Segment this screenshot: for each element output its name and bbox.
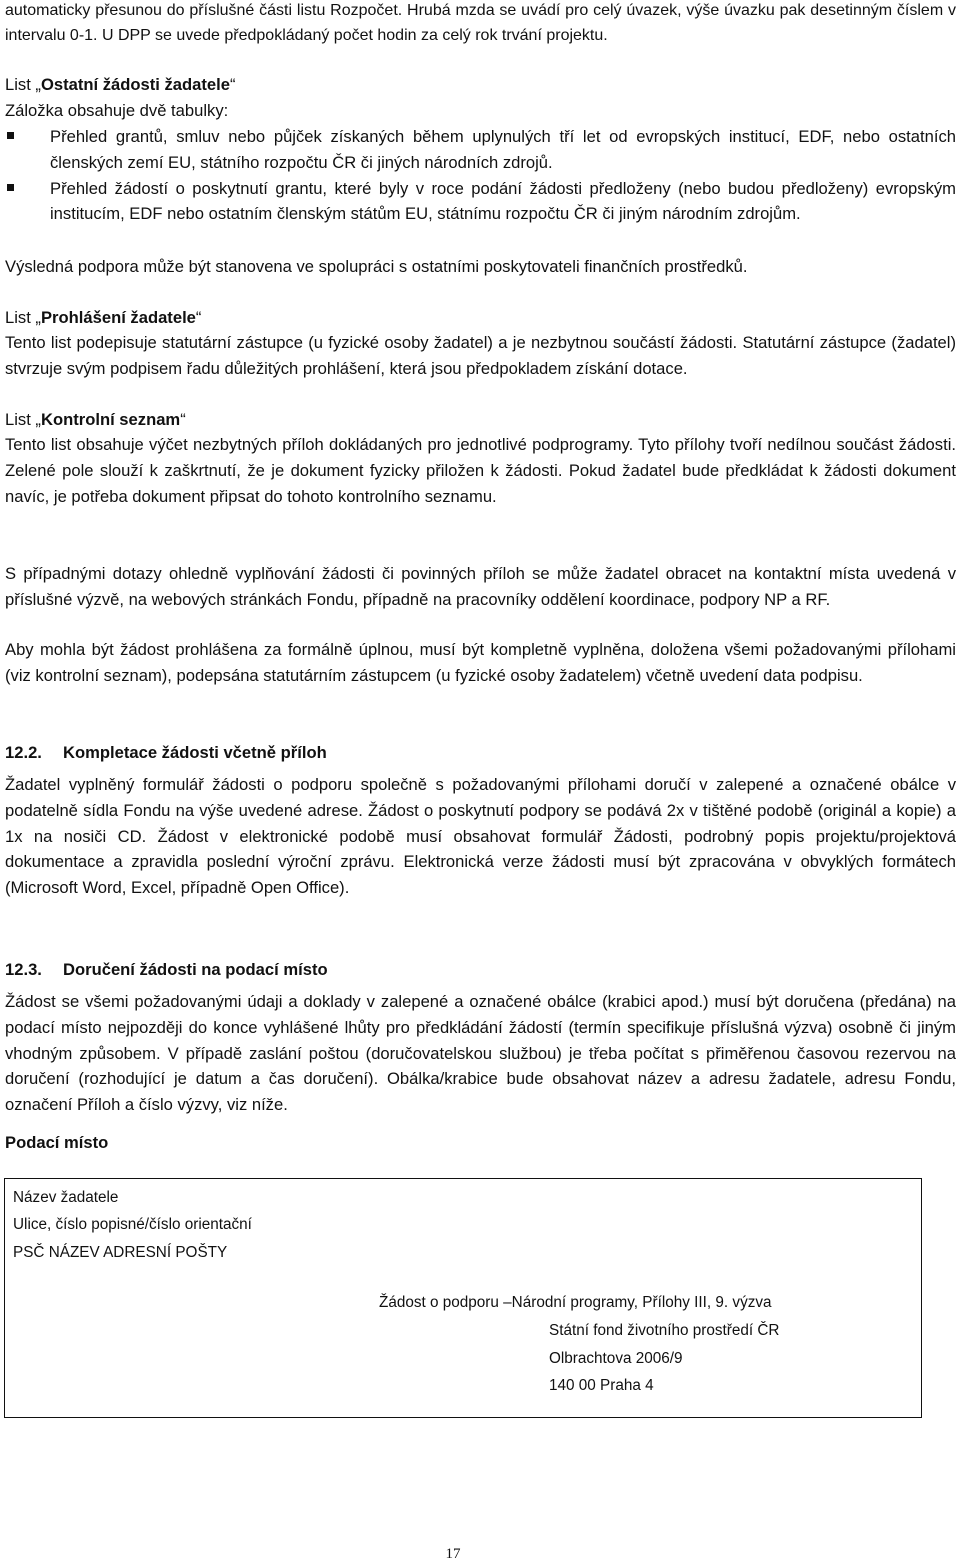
intro-paragraph: automaticky přesunou do příslušné části listu Rozpočet. Hrubá mzda se uvádí pro celý úvazek, výše úvazku pak desetinným číslem v intervalu 0-1. U DPP se uvede předpokládaný počet hodin za celý rok trvání projektu. xyxy=(5,2,956,45)
section-heading-12-3 xyxy=(5,957,328,983)
list-heading-suffix: “ xyxy=(230,75,236,94)
sender-name: Název žadatele xyxy=(13,1189,119,1206)
contact-paragraph: S případnými dotazy ohledně vyplňování žádosti či povinných příloh se může žadatel obracet na kontaktní místa uvedená v příslušné výzvě, na webových stránkách Fondu, případně na pracovníky oddělení koordinace, podpory NP a RF. xyxy=(5,564,956,609)
list-heading-name: Ostatní žádosti žadatele xyxy=(40,75,230,94)
list-item-text: Přehled žádostí o poskytnutí grantu, které byly v roce podání žádosti předloženy (nebo budou předloženy) evropským institucím, EDF nebo ostatním členským státům EU, státnímu rozpočtu ČR či jiným národním zdrojům. xyxy=(50,178,956,224)
prohlaseni-paragraph: Tento list podepisuje statutární zástupce (u fyzické osoby žadatel) a je nezbytnou součástí žádosti. Statutární zástupce (žadatel) stvrzuje svým podpisem řadu důležitých prohlášení, která jsou předpokladem získání dotace. xyxy=(5,333,956,378)
section-title: Doručení žádosti na podací místo xyxy=(63,960,328,979)
list-heading-name: Kontrolní seznam xyxy=(40,410,181,429)
list-item xyxy=(5,176,956,228)
section-title: Kompletace žádosti včetně příloh xyxy=(63,743,327,762)
sender-postcode: PSČ NÁZEV ADRESNÍ POŠTY xyxy=(13,1244,228,1261)
list-heading-prefix: List „ xyxy=(5,308,41,327)
envelope-subject: Žádost o podporu –Národní programy, Přílohy III, 9. výzva xyxy=(379,1294,772,1311)
bullet-icon xyxy=(7,184,14,191)
recipient-street: Olbrachtova 2006/9 xyxy=(549,1350,683,1367)
list-heading-kontrolni xyxy=(5,407,186,433)
list-heading-prefix: List „ xyxy=(5,410,41,429)
submission-place-heading: Podací místo xyxy=(5,1133,109,1152)
sender-street: Ulice, číslo popisné/číslo orientační xyxy=(13,1216,252,1233)
bullet-icon xyxy=(7,132,14,139)
kontrolni-paragraph: Tento list obsahuje výčet nezbytných příloh dokládaných pro jednotlivé podprogramy. Tyto přílohy tvoří nedílnou součást žádosti. Zelené pole slouží k zaškrtnutí, že je dokument fyzicky přiložen k žádosti. Pokud žadatel bude předkládat k žádosti dokument navíc, je potřeba dokument připsat do tohoto kontrolního seznamu. xyxy=(5,435,956,506)
list-heading-suffix: “ xyxy=(180,410,186,429)
list-item xyxy=(5,124,956,176)
list-heading-name: Prohlášení žadatele xyxy=(40,308,196,327)
envelope-label-box xyxy=(4,1178,922,1418)
recipient-city: 140 00 Praha 4 xyxy=(549,1377,654,1394)
section-number: 12.2. xyxy=(5,743,42,762)
page-number: 17 xyxy=(445,1546,461,1562)
completeness-paragraph: Aby mohla být žádost prohlášena za formálně úplnou, musí být kompletně vyplněna, doložena všemi požadovanými přílohami (viz kontrolní seznam), podepsána statutárním zástupcem (u fyzické osoby žadatelem) včetně uvedení data podpisu. xyxy=(5,640,956,685)
list-heading-prefix: List „ xyxy=(5,75,41,94)
list-heading-suffix: “ xyxy=(195,308,202,327)
recipient-name: Státní fond životního prostředí ČR xyxy=(549,1322,780,1339)
section-heading-12-2 xyxy=(5,740,327,766)
support-note: Výsledná podpora může být stanovena ve spolupráci s ostatními poskytovateli finančních prostředků. xyxy=(5,257,748,276)
list-heading-prohlaseni xyxy=(5,305,201,331)
list-item-text: Přehled grantů, smluv nebo půjček získaných během uplynulých tří let od evropských institucí, EDF, nebo ostatních členských zemí EU, státního rozpočtu ČR či jiných národních zdrojů. xyxy=(50,127,956,172)
section-12-2-paragraph: Žadatel vyplněný formulář žádosti o podporu společně s požadovanými přílohami doručí v zalepené a označené obálce v podatelně sídla Fondu na výše uvedené adrese. Žádost o poskytnutí podpory se podává 2x v tištěné podobě (originál a kopie) a 1x na nosiči CD. Žádost v elektronické podobě musí obsahovat formulář Žádosti, podrobný popis projektu/projektová dokumentace a zpravidla poslední výroční zprávu. Elektronická verze žádosti musí být zpracována v obvyklých formátech (Microsoft Word, Excel, případně Open Office). xyxy=(5,775,956,898)
tab-description: Záložka obsahuje dvě tabulky: xyxy=(5,101,229,120)
bullet-list xyxy=(5,124,956,227)
section-12-3-paragraph: Žádost se všemi požadovanými údaji a doklady v zalepené a označené obálce (krabici apod.) musí být doručena (předána) na podací místo nejpozději do konce vyhlášené lhůty pro předkládání žádostí (termín specifikuje příslušná výzva) osobně či jiným vhodným způsobem. V případě zaslání poštou (doručovatelskou službou) je třeba počítat s přiměřenou časovou rezervou na doručení (rozhodující je datum a čas doručení). Obálka/krabice bude obsahovat název a adresu žadatele, adresu Fondu, označení Příloh a číslo výzvy, viz níže. xyxy=(5,992,956,1115)
list-heading-ostatni xyxy=(5,72,236,98)
section-number: 12.3. xyxy=(5,960,42,979)
